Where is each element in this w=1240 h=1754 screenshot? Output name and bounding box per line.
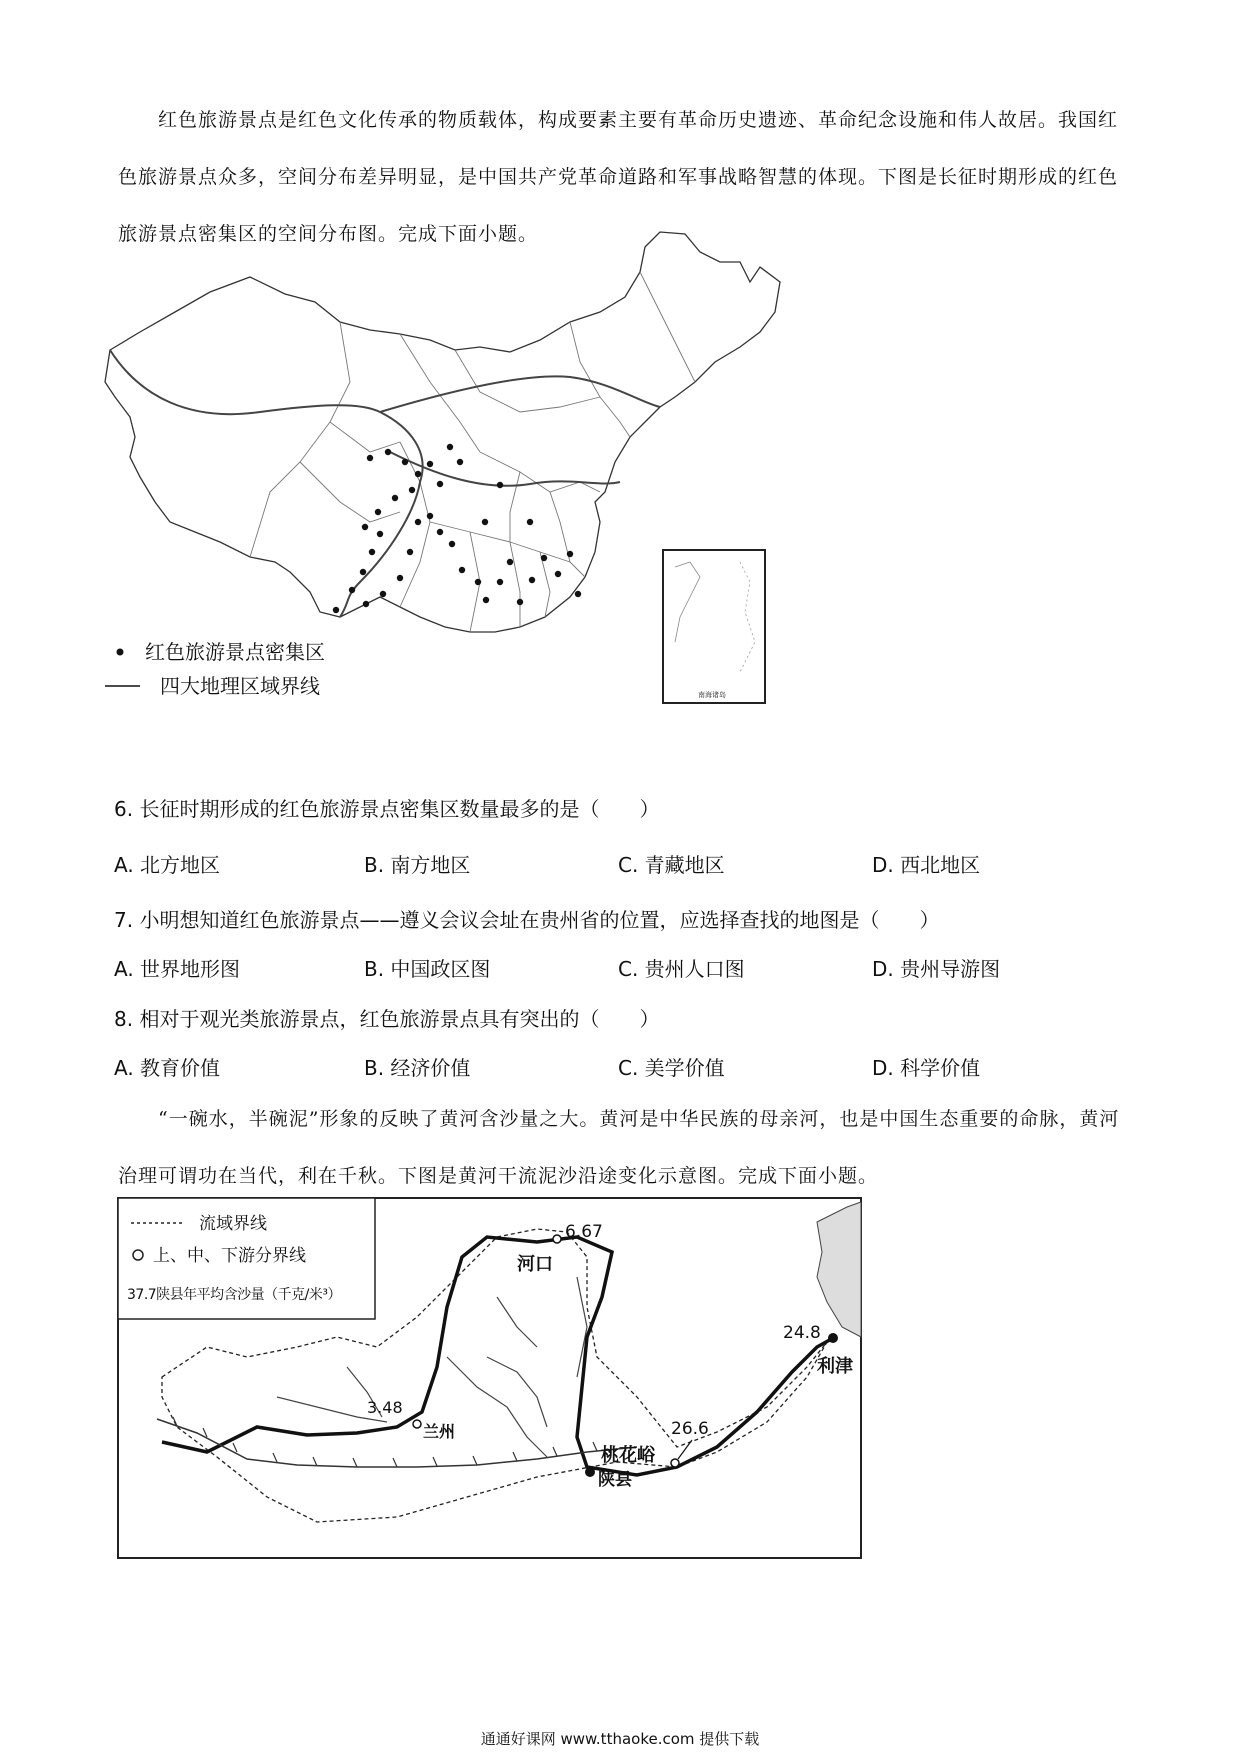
yellow-river-sediment-map: [117, 1197, 862, 1559]
q8-option-b[interactable]: B. 经济价值: [364, 1056, 471, 1080]
page-footer: 通通好课网 www.tthaoke.com 提供下载: [480, 1730, 760, 1748]
intro-paragraph-2: “一碗水，半碗泥”形象的反映了黄河含沙量之大。黄河是中华民族的母亲河，也是中国生态重要的命脉，黄河治理可谓功在当代，利在千秋。下图是黄河干流泥沙沿途变化示意图。完成下面小题。: [118, 1108, 1120, 1187]
question-7-stem: 7. 小明想知道红色旅游景点——遵义会议会址在贵州省的位置，应选择查找的地图是（ ）: [114, 908, 940, 932]
station-hekou-value: 6.67: [565, 1222, 603, 1242]
q7-option-d[interactable]: D. 贵州导游图: [872, 957, 1001, 981]
station-lanzhou-name: 兰州: [423, 1422, 456, 1441]
station-taohuayu-value: 26.6: [671, 1419, 709, 1439]
station-taohuayu-name: 桃花峪: [601, 1445, 655, 1466]
q8-option-a[interactable]: A. 教育价值: [114, 1056, 221, 1080]
q6-option-b[interactable]: B. 南方地区: [364, 853, 471, 877]
region-boundary-line-2: [380, 376, 660, 412]
station-shanxian-marker: [585, 1467, 595, 1477]
province-lines: [250, 272, 695, 632]
question-8-stem: 8. 相对于观光类旅游景点，红色旅游景点具有突出的（ ）: [114, 1007, 660, 1031]
q7-option-b[interactable]: B. 中国政区图: [364, 957, 491, 981]
region-boundary-line: [110, 350, 423, 617]
station-taohuayu-marker: [671, 1459, 679, 1467]
region-boundary-line-3: [390, 452, 620, 486]
q7-option-c[interactable]: C. 贵州人口图: [618, 957, 745, 981]
station-lijin-value: 24.8: [783, 1323, 821, 1343]
station-lijin-name: 利津: [817, 1356, 853, 1377]
legend-dot-symbol: [117, 649, 124, 656]
legend-line-label: 四大地理区域界线: [160, 674, 320, 698]
inset-label: 南海诸岛: [698, 691, 726, 699]
legend-boundary-label: 流域界线: [199, 1214, 267, 1234]
legend-divide-symbol: [133, 1250, 143, 1260]
legend-dot-label: 红色旅游景点密集区: [145, 640, 325, 664]
intro-paragraph-1: 红色旅游景点是红色文化传承的物质载体，构成要素主要有革命历史遗迹、革命纪念设施和伟人故居。我国红色旅游景点众多，空间分布差异明显，是中国共产党革命道路和军事战略智慧的体现。下图是长征时期形成的红色旅游景点密集区的空间分布图。完成下面小题。: [118, 109, 1119, 245]
china-red-tourism-map: [100, 222, 870, 712]
station-lanzhou-marker: [413, 1420, 421, 1428]
station-hekou-marker: [553, 1235, 561, 1243]
station-hekou-name: 河口: [517, 1254, 553, 1275]
q6-option-d[interactable]: D. 西北地区: [872, 853, 981, 877]
station-lanzhou-value: 3.48: [367, 1398, 403, 1417]
q6-option-a[interactable]: A. 北方地区: [114, 853, 221, 877]
legend-divide-label: 上、中、下游分界线: [153, 1246, 306, 1266]
q8-option-d[interactable]: D. 科学价值: [872, 1056, 981, 1080]
legend-sample-label: 37.7陕县年平均含沙量（千克/米³）: [127, 1287, 342, 1303]
q7-option-a[interactable]: A. 世界地形图: [114, 957, 241, 981]
question-6-stem: 6. 长征时期形成的红色旅游景点密集区数量最多的是（ ）: [114, 797, 660, 821]
station-lijin-marker: [828, 1333, 838, 1343]
station-shanxian-name: 陕县: [598, 1470, 632, 1490]
q6-option-c[interactable]: C. 青藏地区: [618, 853, 725, 877]
q8-option-c[interactable]: C. 美学价值: [618, 1056, 725, 1080]
